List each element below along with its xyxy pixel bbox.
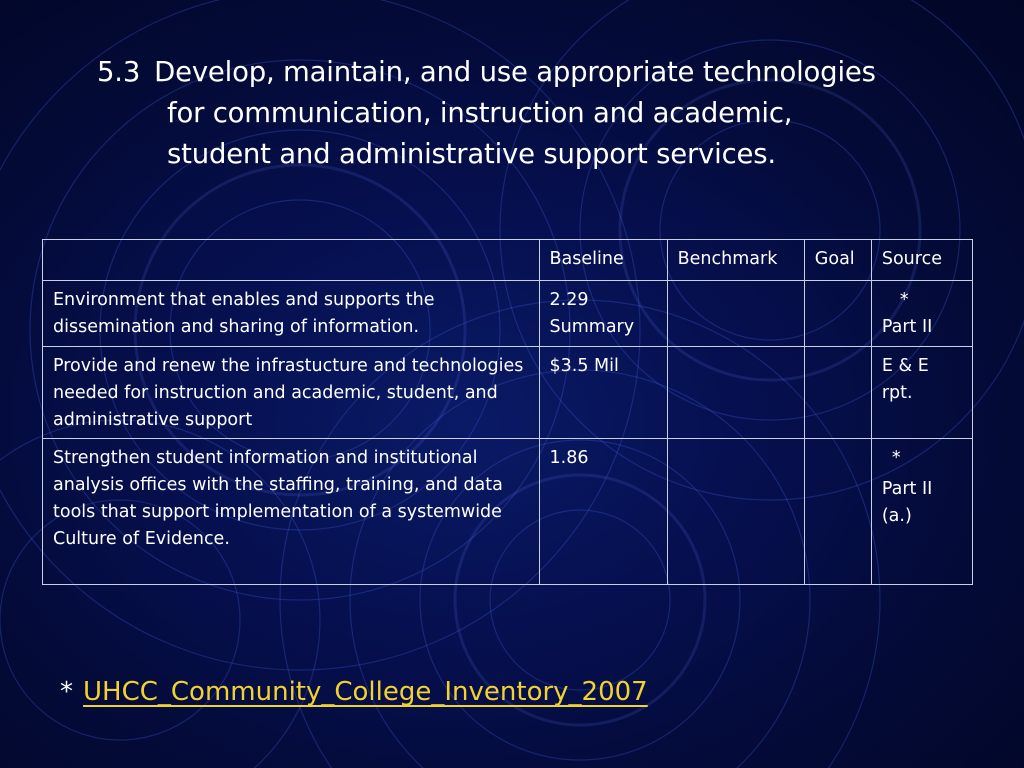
metrics-table <box>42 239 973 585</box>
header-description <box>43 240 540 281</box>
header-source: Source <box>871 240 972 281</box>
row-goal <box>804 347 871 439</box>
row-baseline: 1.86 <box>539 439 667 585</box>
row-source: * Part II (a.) <box>871 439 972 585</box>
table-row <box>43 281 973 347</box>
row-benchmark <box>667 281 804 347</box>
header-benchmark: Benchmark <box>667 240 804 281</box>
footnote <box>60 672 648 712</box>
header-goal: Goal <box>804 240 871 281</box>
row-benchmark <box>667 439 804 585</box>
row-description: Provide and renew the infrastucture and technologies needed for instruction and academic, student, and administrative support <box>43 347 540 439</box>
row-baseline: 2.29 Summary <box>539 281 667 347</box>
slide-title <box>97 52 977 175</box>
table-header-row <box>43 240 973 281</box>
title-line-3: student and administrative support services. <box>167 138 776 170</box>
row-description: Strengthen student information and institutional analysis offices with the staffing, training, and data tools that support implementation of a systemwide Culture of Evidence. <box>43 439 540 585</box>
title-line-2: for communication, instruction and academic, <box>167 97 793 129</box>
header-baseline: Baseline <box>539 240 667 281</box>
row-goal <box>804 281 871 347</box>
row-goal <box>804 439 871 585</box>
table-row <box>43 347 973 439</box>
footnote-marker: * <box>60 677 73 707</box>
row-benchmark <box>667 347 804 439</box>
row-source: E & E rpt. <box>871 347 972 439</box>
row-description: Environment that enables and supports the dissemination and sharing of information. <box>43 281 540 347</box>
table-row <box>43 439 973 585</box>
row-source: * Part II <box>871 281 972 347</box>
inventory-link[interactable]: UHCC_Community_College_Inventory_2007 <box>83 677 648 707</box>
title-line-1: 5.3 Develop, maintain, and use appropriate technologies <box>97 56 876 88</box>
row-baseline: $3.5 Mil <box>539 347 667 439</box>
section-number: 5.3 <box>97 56 141 88</box>
